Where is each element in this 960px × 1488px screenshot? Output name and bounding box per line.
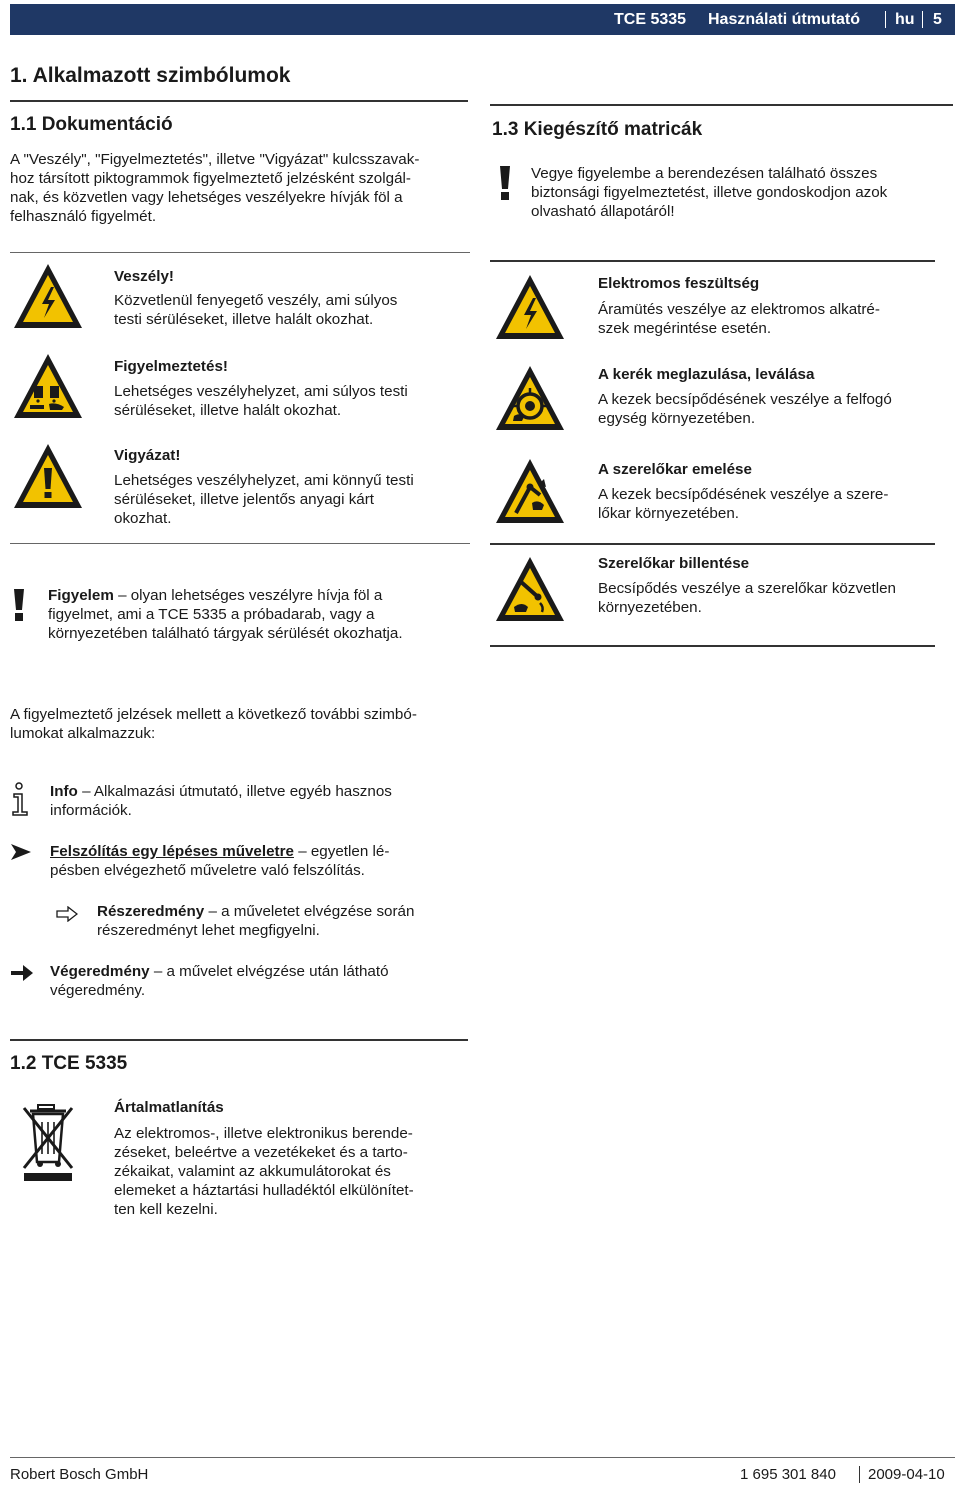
footer-divider — [10, 1457, 955, 1458]
symbol-keyword: Végeredmény — [50, 963, 150, 980]
wheel-detach-icon — [494, 364, 566, 434]
text-line — [48, 586, 468, 605]
symbol-final-result — [50, 962, 470, 1000]
hazard-description — [114, 382, 464, 420]
divider — [490, 104, 953, 106]
divider — [10, 543, 470, 544]
exclamation-icon — [497, 166, 513, 200]
text-line: környezetében. — [598, 599, 702, 616]
hazard-description — [598, 390, 938, 428]
hazard-title: A szerelőkar emelése — [598, 461, 752, 478]
text-fragment: – a művelet elvégzése után látható — [149, 963, 389, 980]
footer-date: 2009-04-10 — [868, 1466, 945, 1483]
text-line: lumokat alkalmazzuk: — [10, 725, 156, 742]
text-line: Vegye figyelembe a berendezésen található összes — [531, 165, 878, 182]
divider — [10, 252, 470, 253]
notice-keyword: Figyelem — [48, 587, 114, 604]
arm-lift-icon — [494, 457, 566, 527]
symbol-partial-result — [97, 902, 497, 940]
footer-doc-number: 1 695 301 840 — [740, 1466, 836, 1483]
text-line: szek megérintése esetén. — [598, 320, 772, 337]
footer-separator — [859, 1466, 860, 1483]
text-line: A kezek becsípődésének veszélye a felfogó — [598, 391, 892, 408]
text-line: nak, és közvetlen vagy lehetséges veszélyekre hívják föl a — [10, 189, 403, 206]
text-line: sérüléseket, illetve halált okozhat. — [114, 402, 342, 419]
header-separator — [885, 11, 886, 28]
disposal-title: Ártalmatlanítás — [114, 1099, 224, 1116]
general-warning-icon — [12, 442, 84, 512]
text-line: Becsípődés veszélye a szerelőkar közvetlen — [598, 580, 896, 597]
hazard-title: A kerék meglazulása, leválása — [598, 366, 815, 383]
crossed-bin-icon — [12, 1102, 84, 1182]
text-line: felhasználó figyelmét. — [10, 208, 157, 225]
notice-paragraph — [48, 586, 468, 643]
text-line — [50, 962, 470, 981]
hazard-description — [114, 291, 464, 329]
text-line: Az elektromos-, illetve elektronikus berende- — [114, 1125, 413, 1142]
info-icon — [10, 782, 32, 818]
text-line: testi sérüléseket, illetve halált okozhat. — [114, 311, 374, 328]
divider — [490, 260, 935, 262]
text-line: figyelmet, ami a TCE 5335 a próbadarab, vagy a — [48, 606, 375, 623]
hazard-description — [598, 300, 938, 338]
hazard-title: Figyelmeztetés! — [114, 358, 228, 375]
subsection-title: 1.1 Dokumentáció — [10, 114, 173, 135]
subsection-title: 1.2 TCE 5335 — [10, 1053, 128, 1074]
text-fragment: – a műveletet elvégzése során — [204, 903, 415, 920]
hazard-description — [598, 579, 938, 617]
hazard-description — [598, 485, 938, 523]
text-line: sérüléseket, illetve jelentős anyagi kárt — [114, 491, 375, 508]
symbol-keyword: Felszólítás egy lépéses műveletre — [50, 843, 294, 860]
header-language: hu — [895, 11, 915, 28]
text-line: zéseket, beleértve a vezetékeket és a tarto- — [114, 1144, 408, 1161]
subsection-title: 1.3 Kiegészítő matricák — [492, 119, 703, 140]
text-line — [50, 782, 470, 801]
text-line: A "Veszély", "Figyelmeztetés", illetve "Vigyázat" kulcsszavak- — [10, 151, 420, 168]
symbol-keyword: Részeredmény — [97, 903, 205, 920]
text-line: környezetében található tárgyak sérülését okozhatja. — [48, 625, 403, 642]
text-line: Lehetséges veszélyhelyzet, ami könnyű testi — [114, 472, 414, 489]
exclamation-icon — [12, 589, 26, 621]
hazard-title: Szerelőkar billentése — [598, 555, 750, 572]
header-page-number: 5 — [933, 11, 942, 28]
footer-company: Robert Bosch GmbH — [10, 1466, 149, 1483]
text-line: hoz társított piktogrammok figyelmeztető jelzésként szolgál- — [10, 170, 411, 187]
text-fragment: – olyan lehetséges veszélyre hívja föl a — [113, 587, 383, 604]
divider — [490, 543, 935, 545]
text-fragment: – Alkalmazási útmutató, illetve egyéb hasznos — [77, 783, 392, 800]
text-line: biztonsági figyelmeztetést, illetve gondoskodjon azok — [531, 184, 888, 201]
text-fragment: – egyetlen lé- — [293, 843, 390, 860]
text-line: részeredményt lehet megfigyelni. — [97, 922, 320, 939]
page-header — [10, 4, 955, 35]
header-separator — [922, 11, 923, 28]
text-line: Áramütés veszélye az elektromos alkatré- — [598, 301, 880, 318]
text-line — [50, 842, 470, 861]
hazard-title: Vigyázat! — [114, 447, 181, 464]
symbol-info — [50, 782, 470, 820]
symbol-keyword: Info — [50, 783, 78, 800]
hazard-description — [114, 471, 464, 528]
hazard-title: Veszély! — [114, 268, 174, 285]
text-line: elemeket a háztartási hulladéktól elkülönítet- — [114, 1182, 414, 1199]
documentation-paragraph — [10, 150, 470, 226]
text-line: okozhat. — [114, 510, 172, 527]
text-line: információk. — [50, 802, 132, 819]
section-title: 1. Alkalmazott szimbólumok — [10, 64, 291, 87]
text-line: olvasható állapotáról! — [531, 203, 675, 220]
divider — [10, 100, 468, 102]
arm-tilt-icon — [494, 555, 566, 625]
bold-arrow-icon — [10, 964, 34, 982]
header-subtitle: Használati útmutató — [708, 11, 861, 28]
text-line: Lehetséges veszélyhelyzet, ami súlyos testi — [114, 383, 408, 400]
hazard-title: Elektromos feszültség — [598, 275, 760, 292]
divider — [10, 1039, 468, 1041]
arrowhead-icon — [10, 843, 32, 861]
text-line: ten kell kezelni. — [114, 1201, 218, 1218]
text-line: pésben elvégezhető műveletre való felszólítás. — [50, 862, 365, 879]
text-line: végeredmény. — [50, 982, 146, 999]
text-line — [97, 902, 497, 921]
disposal-paragraph — [114, 1124, 464, 1219]
text-line: A kezek becsípődésének veszélye a szere- — [598, 486, 889, 503]
text-line: A figyelmeztető jelzések mellett a következő további szimbó- — [10, 706, 417, 723]
text-line: lőkar környezetében. — [598, 505, 739, 522]
text-line: Közvetlenül fenyegető veszély, ami súlyos — [114, 292, 398, 309]
stickers-paragraph — [531, 164, 951, 221]
header-title: TCE 5335 — [614, 11, 687, 28]
divider — [490, 645, 935, 647]
text-line: zékaikat, valamint az akkumulátorokat és — [114, 1163, 391, 1180]
symbols-intro — [10, 705, 480, 743]
electric-shock-icon — [494, 273, 566, 343]
symbol-step — [50, 842, 470, 880]
corrosive-hazard-icon — [12, 352, 84, 422]
outline-arrow-icon — [56, 906, 78, 922]
text-line: egység környezetében. — [598, 410, 756, 427]
electric-hazard-icon — [12, 262, 84, 332]
